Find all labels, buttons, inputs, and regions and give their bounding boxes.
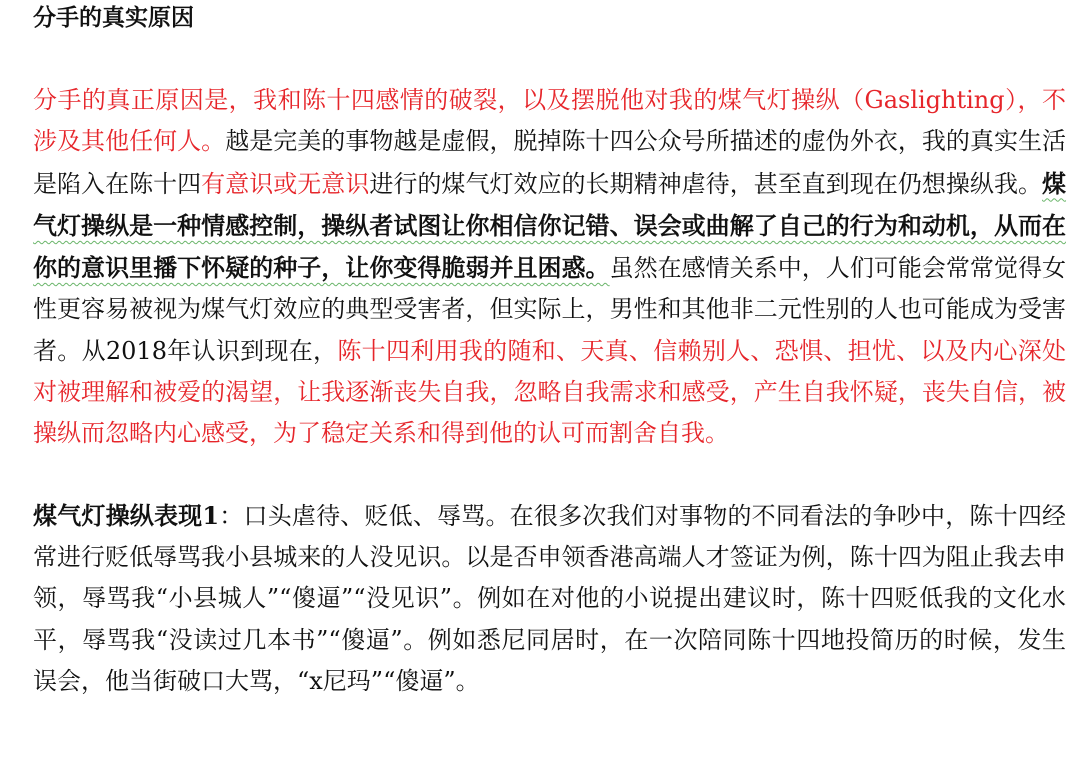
manifestation-body: 口头虐待、贬低、辱骂。在很多次我们对事物的不同看法的争吵中，陈十四经常进行贬低辱骂我小县城来的人没见识。以是否申领香港高端人才签证为例，陈十四为阻止我去申领，辱骂我“小县城人”“傻逼”“没见识”。例如在对他的小说提出建议时，陈十四贬低我的文化水平，辱骂我“没读过几本书”“傻逼”。例如悉尼同居时，在一次陪同陈十四地投简历的时候，发生误会，他当街破口大骂，“x尼玛”“傻逼”。 bbox=[33, 501, 1067, 695]
statement-black-3: 虽然在感情关系中，人们可能会常常觉得女性更容易被视为煤气灯效应的典型受害者，但实际上，男性和其他非二元性别的人也可能成为受害者。从2018年认识到现在， bbox=[33, 254, 1067, 365]
paragraph-manifestation-1 bbox=[33, 495, 1066, 702]
paragraph-reason bbox=[33, 80, 1066, 455]
label-colon: ： bbox=[219, 501, 244, 530]
statement-red-2: 陈十四利用我的随和、天真、信赖别人、恐惧、担忧、以及内心深处对被理解和被爱的渴望，让我逐渐丧失自我，忽略自我需求和感受，产生自我怀疑，丧失自信，被操纵而忽略内心感受，为了稳定关系和得到他的认可而割舍自我。 bbox=[33, 336, 1067, 448]
manifestation-label: 煤气灯操纵表现1 bbox=[33, 500, 220, 530]
statement-red: 分手的真正原因是，我和陈十四感情的破裂，以及摆脱他对我的煤气灯操纵（Gaslighting），不涉及其他任何人。 bbox=[33, 86, 1066, 156]
statement-black-2: 进行的煤气灯效应的长期精神虐待，甚至直到现在仍想操纵我。 bbox=[369, 169, 1043, 198]
statement-black: 越是完美的事物越是虚假，脱掉陈十四公众号所描述的虚伪外衣，我的真实生活是陷入在陈十四 bbox=[33, 127, 1067, 198]
definition-bold: 煤气灯操纵是一种情感控制，操纵者试图让你相信你记错、误会或曲解了自己的行为和动机，从而在你的意识里播下怀疑的种子，让你变得脆弱并且困惑。 bbox=[33, 168, 1067, 283]
section-heading: 分手的真实原因 bbox=[33, 4, 194, 31]
statement-red-inline: 有意识或无意识 bbox=[201, 169, 370, 198]
